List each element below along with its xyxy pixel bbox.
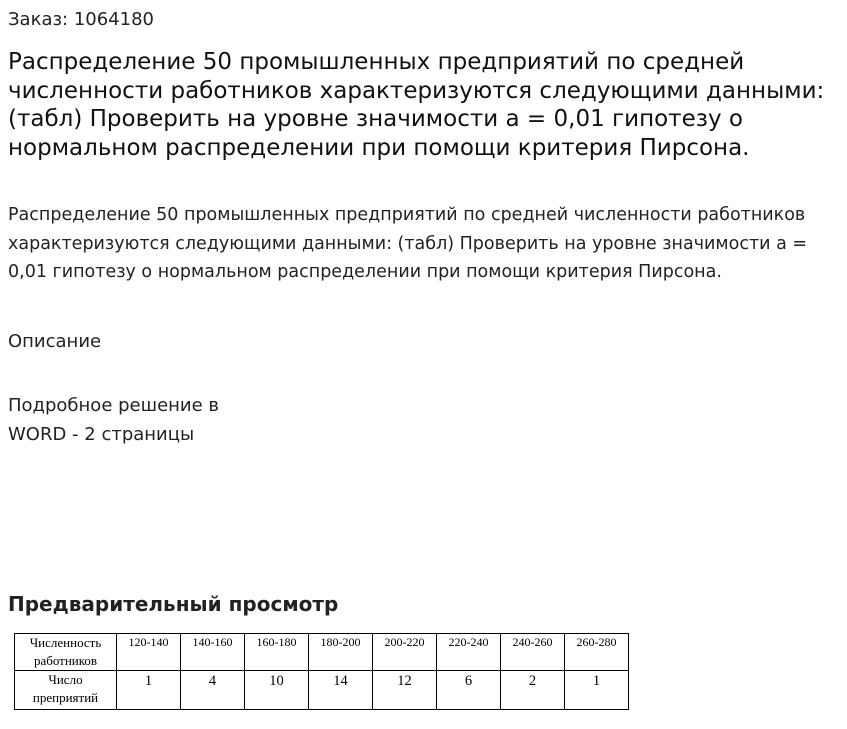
table-cell-range: 200-220 (373, 634, 437, 671)
table-cell-count: 6 (437, 671, 501, 710)
preview-image (14, 633, 629, 710)
header-workers-line2: работников (33, 653, 98, 668)
description-section-label: Описание (8, 331, 102, 352)
header-enterprises-line1: Число (48, 672, 83, 687)
table-cell-range: 240-260 (501, 634, 565, 671)
table-cell-range: 120-140 (117, 634, 181, 671)
table-cell-count: 14 (309, 671, 373, 710)
table-cell-count: 4 (181, 671, 245, 710)
task-title: Распределение 50 промышленных предприятий по средней численности работников характеризуются следующими данными: (табл) Проверить на уровне значимости а = 0,01 гипотезу о нормальном распределении при помощи критерия Пирсона. (8, 49, 825, 161)
order-number: Заказ: 1064180 (8, 9, 154, 30)
table-header-workers (15, 634, 117, 671)
header-workers-line1: Численность (29, 635, 102, 650)
table-cell-range: 220-240 (437, 634, 501, 671)
preview-heading: Предварительный просмотр (8, 592, 339, 616)
solution-info (8, 391, 258, 449)
table-cell-count: 1 (565, 671, 629, 710)
table-cell-count: 1 (117, 671, 181, 710)
table-cell-range: 260-280 (565, 634, 629, 671)
table-cell-range: 180-200 (309, 634, 373, 671)
header-enterprises-line2: преприятий (32, 690, 99, 705)
solution-format-line: Подробное решение в (8, 395, 220, 416)
task-description: Распределение 50 промышленных предприятий по средней численности работников характеризуются следующими данными: (табл) Проверить на уровне значимости а = 0,01 гипотезу о нормальном распределении при помощи критерия Пирсона. (8, 205, 808, 282)
table-cell-range: 160-180 (245, 634, 309, 671)
table-cell-count: 12 (373, 671, 437, 710)
table-cell-count: 10 (245, 671, 309, 710)
table-cell-count: 2 (501, 671, 565, 710)
table-row-counts (15, 671, 629, 710)
table-header-enterprises (15, 671, 117, 710)
distribution-table (14, 633, 629, 710)
table-row-ranges (15, 634, 629, 671)
table-cell-range: 140-160 (181, 634, 245, 671)
solution-pages-line: WORD - 2 страницы (8, 424, 195, 445)
